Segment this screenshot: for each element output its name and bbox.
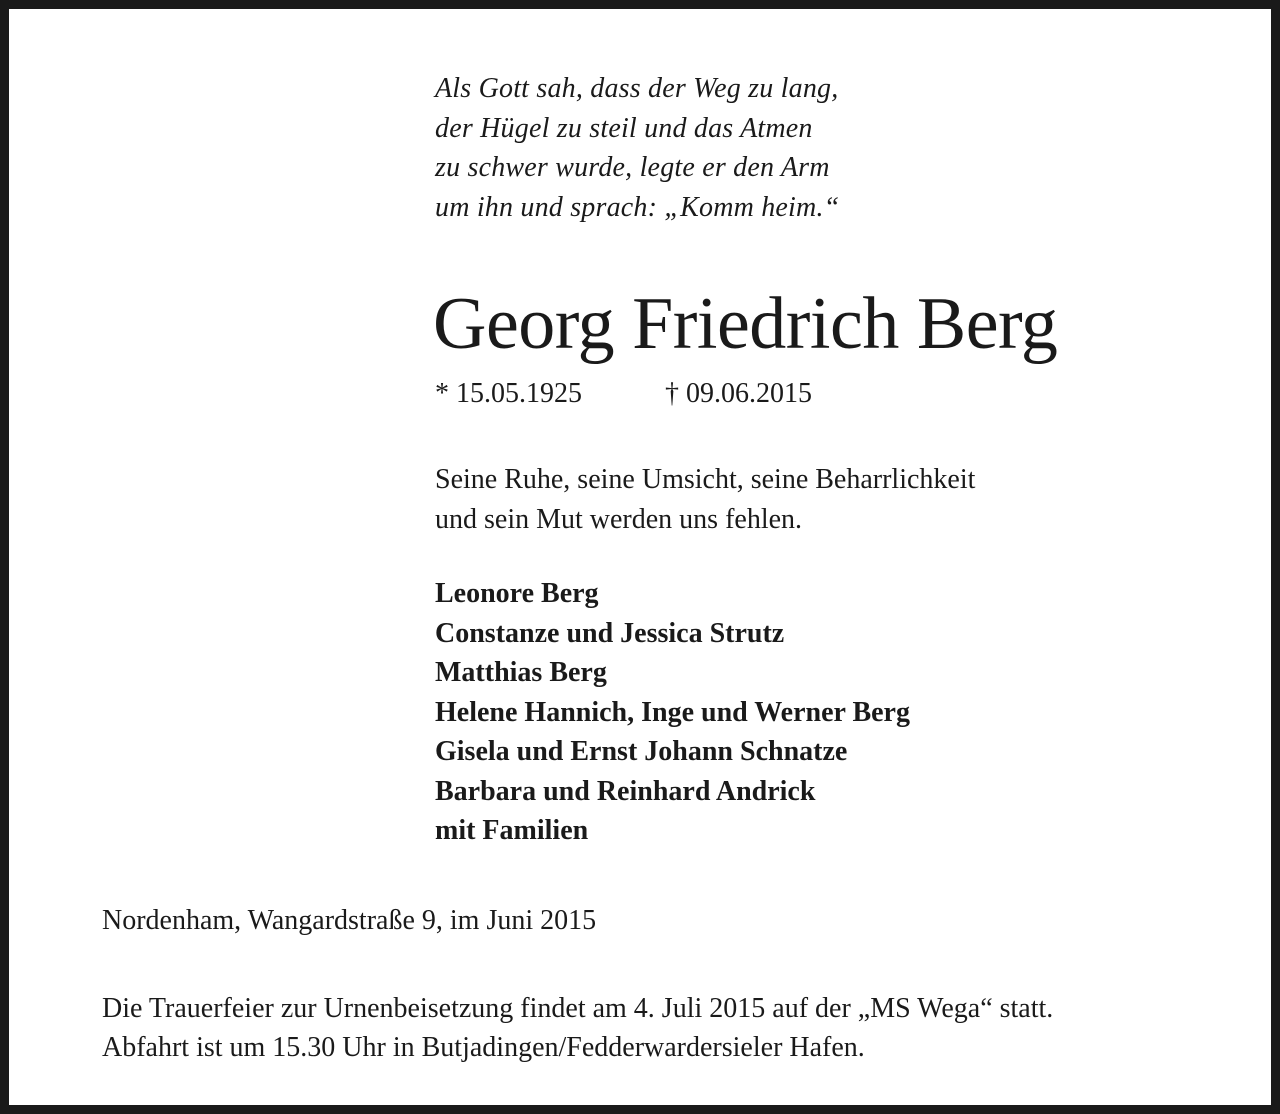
tribute-text [435,460,975,539]
mourner-entry: Helene Hannich, Inge und Werner Berg [435,696,910,728]
deceased-name: Georg Friedrich Berg [433,283,1058,365]
mourner-entry: Gisela und Ernst Johann Schnatze [435,736,848,767]
mourner-entry: Constanze und Jessica Strutz [435,617,785,649]
tribute-line: und sein Mut werden uns fehlen. [435,503,803,535]
notice-line: Die Trauerfeier zur Urnenbeisetzung findet am 4. Juli 2015 auf der „MS Wega“ statt. [102,993,1054,1024]
funeral-notice [102,989,1053,1067]
birth-date: * 15.05.1925 [435,378,582,409]
mourner-entry: mit Familien [435,815,589,846]
notice-line: Abfahrt ist um 15.30 Uhr in Butjadingen/Fedderwardersieler Hafen. [102,1032,865,1063]
memorial-quote [435,69,839,227]
mourner-entry: Barbara und Reinhard Andrick [435,775,816,807]
quote-line: Als Gott sah, dass der Weg zu lang, [435,73,839,104]
mourners-list [435,574,910,851]
quote-line: der Hügel zu steil und das Atmen [435,112,813,144]
death-date: † 09.06.2015 [665,378,812,409]
life-dates [435,376,812,412]
mourner-entry: Leonore Berg [435,578,599,609]
place-and-date: Nordenham, Wangardstraße 9, im Juni 2015 [102,905,597,936]
quote-line: um ihn und sprach: „Komm heim.“ [435,191,840,223]
quote-line: zu schwer wurde, legte er den Arm [435,152,830,183]
mourner-entry: Matthias Berg [435,657,607,688]
tribute-line: Seine Ruhe, seine Umsicht, seine Beharrlichkeit [435,464,976,495]
